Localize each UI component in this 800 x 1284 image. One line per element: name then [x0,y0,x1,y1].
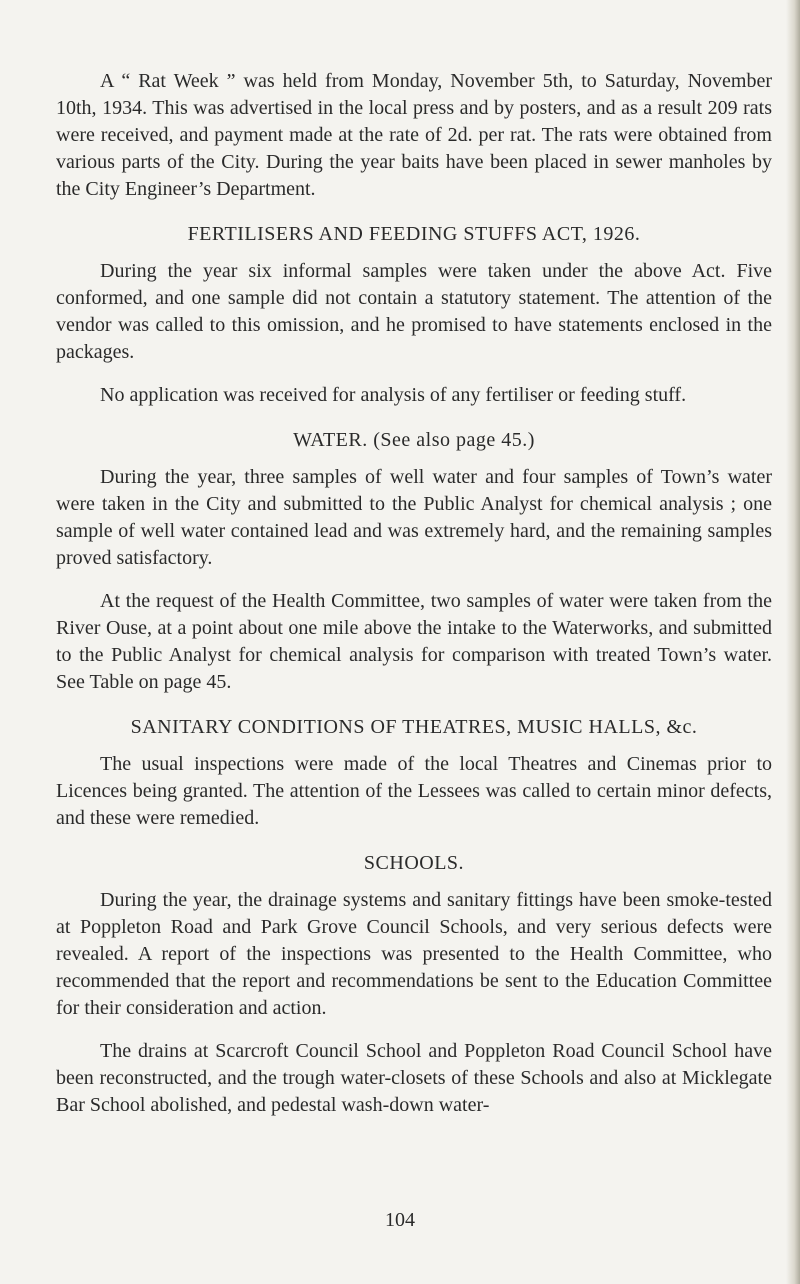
water-heading: WATER. (See also page 45.) [293,429,535,451]
page-edge-shadow [786,0,800,1284]
fertilisers-heading: FERTILISERS AND FEEDING STUFFS ACT, 1926. [187,223,641,245]
document-page [56,68,772,1119]
fertilisers-paragraph-1: During the year six informal samples were taken under the above Act. Five conformed, and one sample did not contain a statutory statement. The attention of the vendor was called to this omission, and he promised to have statements enclosed in the packages. [56,260,772,363]
schools-heading: SCHOOLS. [363,852,465,874]
rat-week-paragraph: A “ Rat Week ” was held from Monday, November 5th, to Saturday, November 10th, 1934. This was advertised in the local press and by posters, and as a result 209 rats were received, and payment made at the rate of 2d. per rat. The rats were obtained from various parts of the City. During the year baits have been placed in sewer manholes by the City Engineer’s Department. [56,70,772,200]
page-number: 104 [385,1209,415,1231]
sanitary-paragraph-1: The usual inspections were made of the local Theatres and Cinemas prior to Licences being granted. The attention of the Lessees was called to certain minor defects, and these were remedied. [56,753,772,829]
sanitary-heading: SANITARY CONDITIONS OF THEATRES, MUSIC HALLS, &c. [130,716,698,738]
fertilisers-paragraph-2: No application was received for analysis of any fertiliser or feeding stuff. [100,384,687,406]
schools-paragraph-2: The drains at Scarcroft Council School and Poppleton Road Council School have been reconstructed, and the trough water-closets of these Schools and also at Micklegate Bar School abolished, and pedestal wash-down water- [56,1040,772,1116]
schools-paragraph-1: During the year, the drainage systems and sanitary fittings have been smoke-tested at Poppleton Road and Park Grove Council Schools, and very serious defects were revealed. A report of the inspections was presented to the Health Committee, who recommended that the report and recommendations be sent to the Education Committee for their consideration and action. [56,889,772,1019]
water-paragraph-1: During the year, three samples of well water and four samples of Town’s water were taken in the City and submitted to the Public Analyst for chemical analysis ; one sample of well water contained lead and was extremely hard, and the remaining samples proved satisfactory. [56,466,772,569]
water-paragraph-2: At the request of the Health Committee, two samples of water were taken from the River Ouse, at a point about one mile above the intake to the Waterworks, and submitted to the Public Analyst for chemical analysis for comparison with treated Town’s water. See Table on page 45. [56,590,772,693]
